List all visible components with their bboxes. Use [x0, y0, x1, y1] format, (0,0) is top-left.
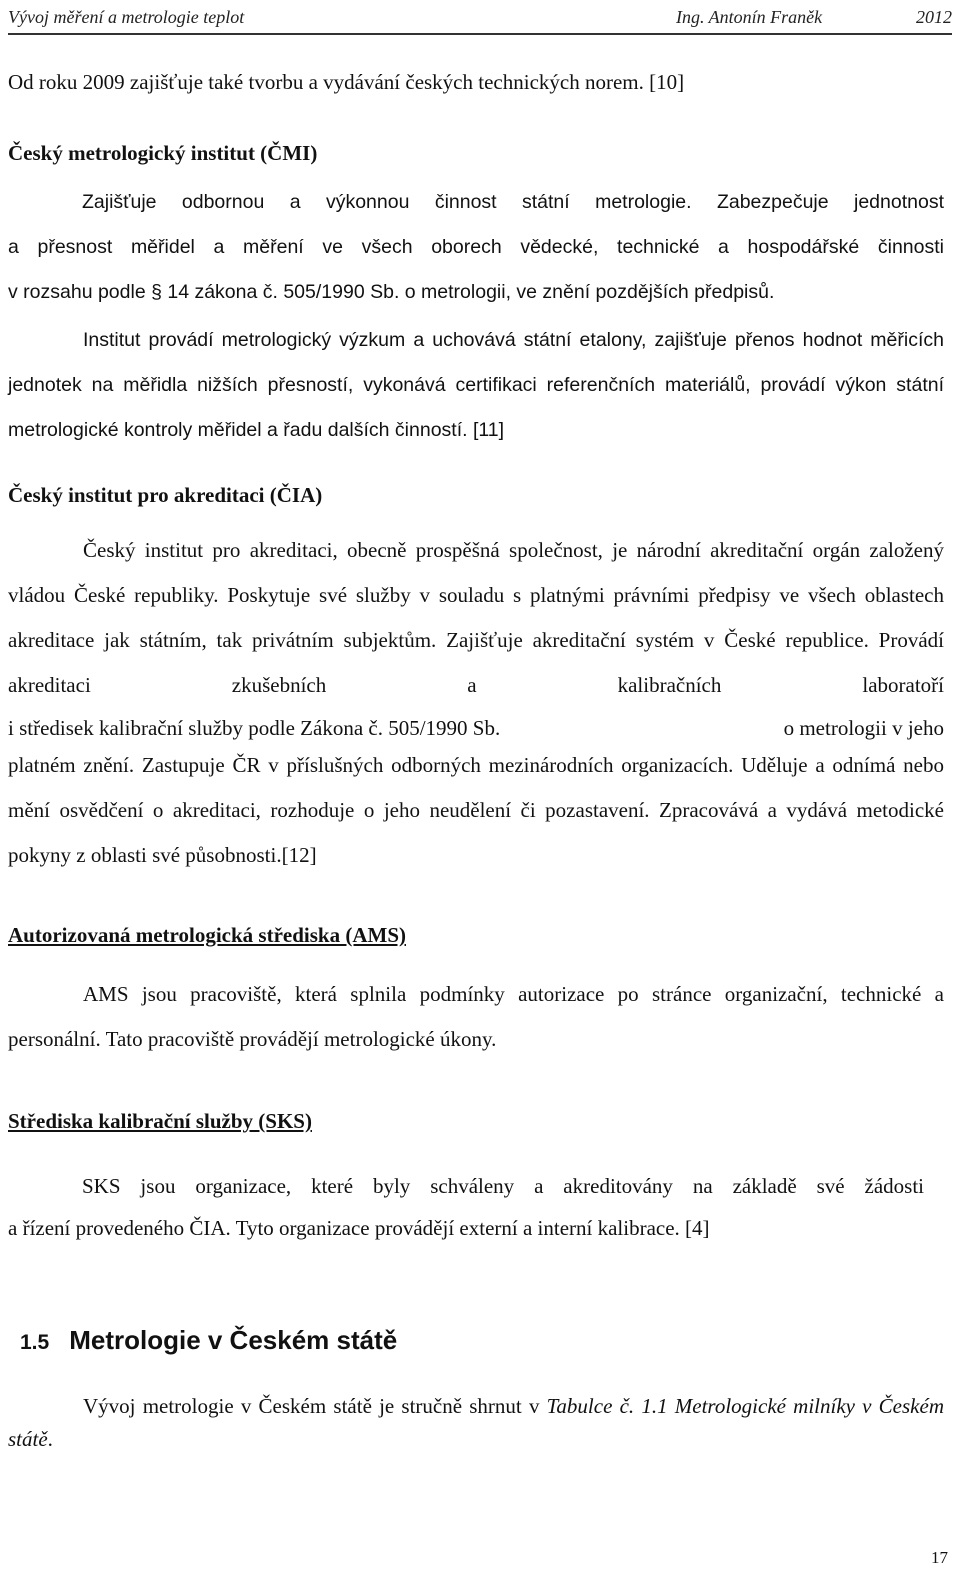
ams-paragraph: AMS jsou pracoviště, která splnila podmínky autorizace po stránce organizační, technické a personální. Tato pracoviště provádějí metrologické úkony.	[8, 982, 944, 1051]
header-year: 2012	[916, 7, 952, 27]
cia-paragraph-1: Český institut pro akreditaci, obecně prospěšná společnost, je národní akreditační orgán založený vládou České republiky. Poskytuje své služby v souladu s platnými právními předpisy ve všech oblastech akreditace jak státním, tak privátním subjektům. Zajišťuje akreditační systém v České republice. Provádí akreditaci zkušebních a kalibračních laboratoří	[8, 538, 944, 697]
ams-heading: Autorizovaná metrologická střediska (AMS)	[8, 923, 406, 947]
sks-line-1: SKS jsou organizace, které byly schváleny a akreditovány na základě své žádosti	[82, 1174, 924, 1198]
header-title: Vývoj měření a metrologie teplot	[8, 7, 245, 27]
cia-line-5-left: i středisek kalibrační služby podle Zákona č. 505/1990 Sb.	[8, 716, 501, 740]
section-heading	[20, 1325, 397, 1356]
cmi-line-3: v rozsahu podle § 14 zákona č. 505/1990 Sb. o metrologii, ve znění pozdějších předpisů.	[8, 281, 775, 303]
intro-paragraph: Od roku 2009 zajišťuje také tvorbu a vydávání českých technických norem. [10]	[8, 70, 685, 94]
cmi-paragraph-2: Institut provádí metrologický výzkum a uchovává státní etalony, zajišťuje přenos hodnot měřicích jednotek na měřidla nižších přesností, vykonává certifikaci referenčních materiálů, provádí výkon státní metrologické kontroly měřidel a řadu dalších činností. [11]	[8, 329, 944, 441]
cia-paragraph-rest: platném znění. Zastupuje ČR v příslušných odborných mezinárodních organizacích. Uděluje a odnímá nebo mění osvědčení o akreditaci, rozhoduje o jeho neudělení či pozastavení. Zpracovává a vydává metodické pokyny z oblasti své působnosti.[12]	[8, 753, 944, 867]
header-divider	[8, 33, 952, 35]
table-reference: Tabulce č. 1.1 Metrologické milníky v Českém státě	[8, 1394, 944, 1451]
cmi-line-2: a přesnost měřidel a měření ve všech oborech vědecké, technické a hospodářské činnosti	[8, 236, 944, 258]
section-number: 1.5	[20, 1331, 50, 1354]
sks-heading: Střediska kalibrační služby (SKS)	[8, 1109, 312, 1133]
cia-line-5	[8, 708, 944, 748]
page-header	[8, 4, 952, 32]
cmi-heading: Český metrologický institut (ČMI)	[8, 141, 318, 165]
cia-line-5-right: o metrologii v jeho	[783, 716, 944, 740]
section-text-after: .	[47, 1427, 53, 1451]
header-author: Ing. Antonín Franěk	[676, 7, 823, 27]
page-number: 17	[931, 1548, 948, 1567]
section-text-before: Vývoj metrologie v Českém státě je stručně shrnut v	[83, 1394, 547, 1418]
section-paragraph	[8, 1390, 944, 1456]
section-title: Metrologie v Českém státě	[69, 1325, 398, 1355]
cia-heading: Český institut pro akreditaci (ČIA)	[8, 483, 323, 507]
cmi-line-1: Zajišťuje odbornou a výkonnou činnost státní metrologie. Zabezpečuje jednotnost	[82, 191, 944, 213]
sks-line-2: a řízení provedeného ČIA. Tyto organizace provádějí externí a interní kalibrace. [4]	[8, 1216, 710, 1240]
